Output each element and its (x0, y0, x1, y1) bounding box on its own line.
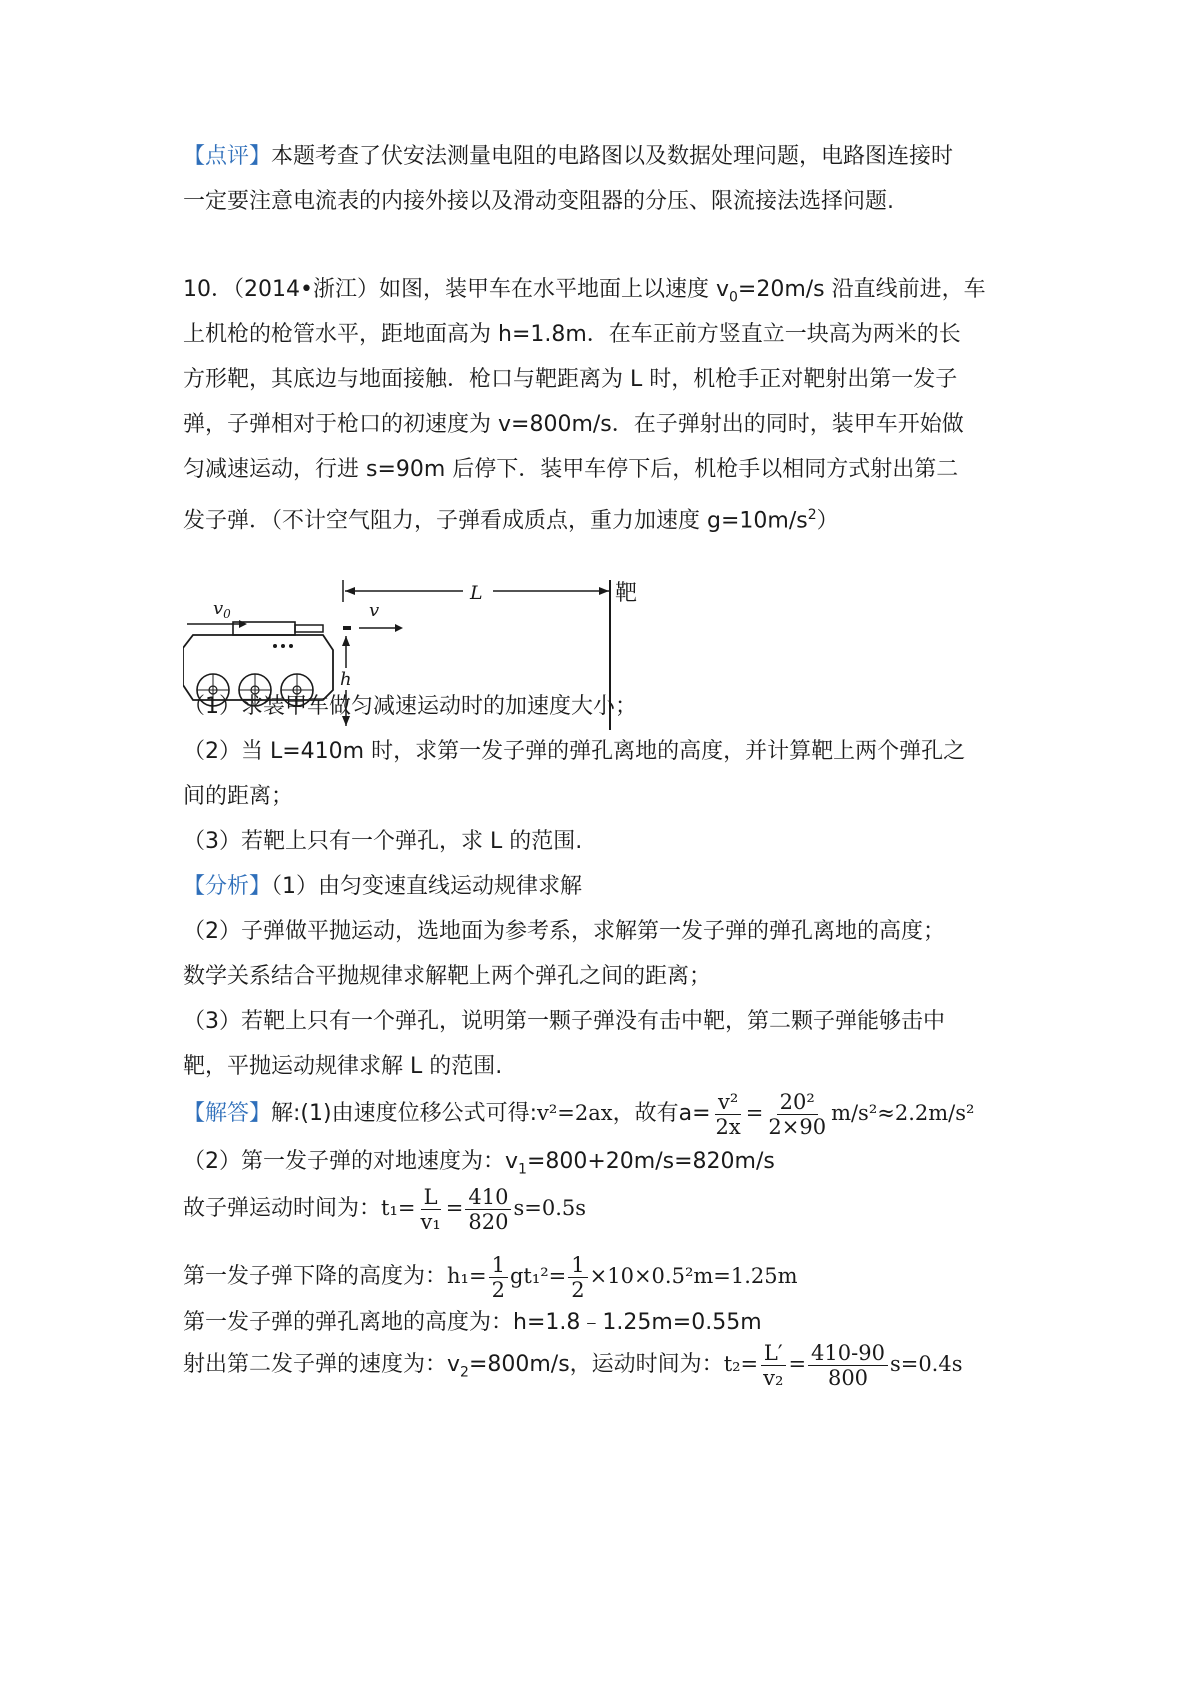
v-label: v (369, 600, 380, 621)
analysis-line-3: 数学关系结合平抛规律求解靶上两个弹孔之间的距离； (183, 964, 712, 989)
question-line-4: 弹，子弹相对于枪口的初速度为 v=800m/s．在子弹射出的同时，装甲车开始做 (183, 412, 964, 437)
question-number: 10．（2014•浙江） (183, 277, 379, 302)
fraction: $\frac{1}{2}$ (489, 1253, 508, 1302)
question-line-2: 上机枪的枪管水平，距地面高为 h=1.8m．在车正前方竖直立一块高为两米的长 (183, 322, 961, 347)
fraction: $\frac{L'}{\text{v₂}}$ (760, 1341, 786, 1390)
tank-dot (281, 644, 285, 648)
L-arrow-left (345, 587, 355, 595)
part-3: （3）若靶上只有一个弹孔，求 L 的范围. (183, 829, 583, 854)
tank-dot (273, 644, 277, 648)
bullet (343, 626, 351, 630)
fraction: $\frac{L}{\text{v₁}}$ (420, 1184, 441, 1234)
target-label: 靶 (615, 581, 638, 606)
review-tag: 【点评】 (183, 144, 272, 169)
question-line-1: 10．（2014•浙江）如图，装甲车在水平地面上以速度 $v_0=20m/s$ 沿直线前进，车 (183, 277, 986, 306)
solution-line-1: 【解答】解:(1)由速度位移公式可得:v²=2ax，故有a= $\frac{\text{v²}}{2x}$ = $\frac{\text{20²}}{2\times 90}$ m/s²≈2.2m/s² (183, 1089, 975, 1139)
v-arrowhead (395, 624, 403, 632)
part-2-line-2: 间的距离； (183, 784, 294, 809)
fraction: $\frac{\text{20²}}{2\times 90}$ (768, 1089, 827, 1139)
analysis-line-1: 【分析】（1）由匀变速直线运动规律求解 (183, 874, 583, 899)
L-label: L (470, 582, 483, 604)
tank-dot (289, 644, 293, 648)
fraction: $\frac{410-90}{800}$ (808, 1341, 888, 1390)
part-1: （1）求装甲车做匀减速运动时的加速度大小； (183, 694, 637, 719)
analysis-tag: 【分析】 (183, 874, 272, 899)
question-line-3: 方形靶，其底边与地面接触．枪口与靶距离为 L 时，机枪手正对靶射出第一发子 (183, 367, 958, 392)
review-line-1 (183, 142, 953, 172)
solution-line-3: 故子弹运动时间为：t₁= $\frac{L}{\text{v₁}}$ = $\frac{410}{820}$ s=0.5s (183, 1184, 587, 1234)
L-arrow-right (599, 587, 609, 595)
review-line-2: 一定要注意电流表的内接外接以及滑动变阻器的分压、限流接法选择问题. (183, 189, 894, 214)
solution-line-6: 射出第二发子弹的速度为：$v_2=800m/s$，运动时间为：t₂= $\frac{L'}{\text{v₂}}$ = $\frac{410-90}{800}$ s=0.4s (183, 1340, 963, 1390)
analysis-line-4: （3）若靶上只有一个弹孔，说明第一颗子弹没有击中靶，第二颗子弹能够击中 (183, 1009, 945, 1034)
fraction: $\frac{410}{820}$ (465, 1185, 511, 1234)
v0-label: $v_0$ (213, 598, 231, 621)
question-line-5: 匀减速运动，行进 s=90m 后停下．装甲车停下后，机枪手以相同方式射出第二 (183, 457, 959, 482)
h-label: h (340, 669, 352, 690)
solution-tag: 【解答】 (183, 1101, 272, 1126)
question-line-6: 发子弹．（不计空气阻力，子弹看成质点，重力加速度 $g=10m/s^2$） (183, 507, 839, 534)
fraction: $\frac{\text{v²}}{2x}$ (715, 1089, 741, 1139)
analysis-line-2: （2）子弹做平抛运动，选地面为参考系，求解第一发子弹的弹孔离地的高度； (183, 919, 945, 944)
part-2-line-1: （2）当 L=410m 时，求第一发子弹的弹孔离地的高度，并计算靶上两个弹孔之 (183, 739, 966, 764)
gun-barrel (295, 625, 323, 632)
solution-line-4: 第一发子弹下降的高度为：h₁= $\frac{1}{2}$ gt₁²= $\frac{1}{2}$ ×10×0.5²m=1.25m (183, 1252, 798, 1302)
analysis-line-5: 靶，平抛运动规律求解 L 的范围. (183, 1054, 503, 1079)
solution-line-2: （2）第一发子弹的对地速度为：$v_1=800+20m/s=820m/s$ (183, 1149, 775, 1178)
solution-line-5: 第一发子弹的弹孔离地的高度为：h=1.8﹣1.25m=0.55m (183, 1310, 762, 1335)
review-text-1: 本题考查了伏安法测量电阻的电路图以及数据处理问题，电路图连接时 (271, 144, 954, 169)
h-arrow-top (342, 636, 350, 646)
fraction: $\frac{1}{2}$ (568, 1253, 587, 1302)
